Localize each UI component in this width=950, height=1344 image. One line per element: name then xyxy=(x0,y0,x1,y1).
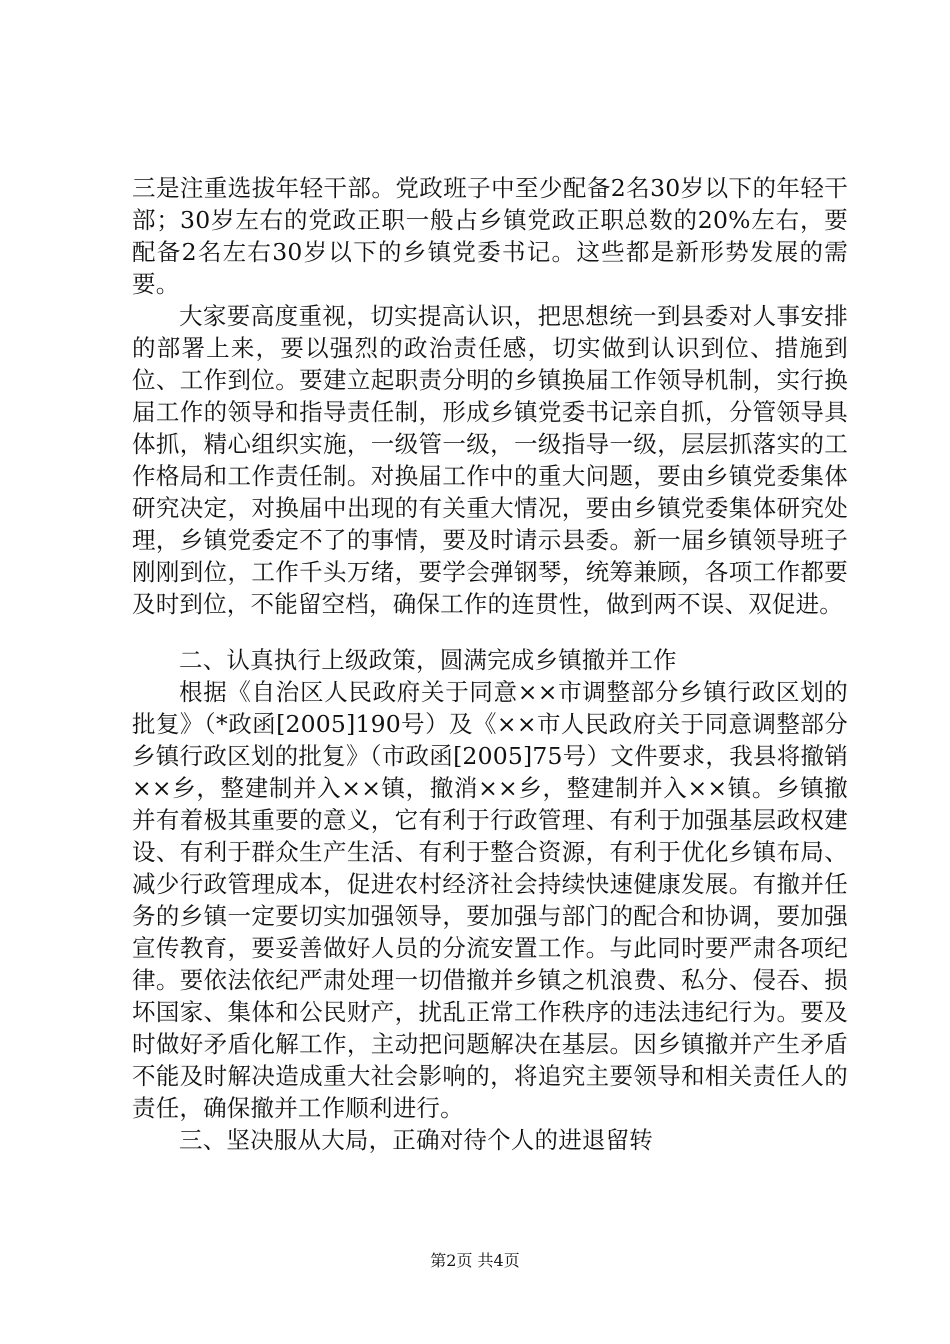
section-heading-2: 二、认真执行上级政策，圆满完成乡镇撤并工作 xyxy=(179,646,677,674)
page-footer: 第2页 共4页 xyxy=(430,1251,520,1270)
paragraph-attention: 大家要高度重视，切实提高认识，把思想统一到县委对人事安排的部署上来，要以强烈的政治责任感，切实做到认识到位、措施到位、工作到位。要建立起职责分明的乡镇换届工作领导机制，实行换届工作的领导和指导责任制，形成乡镇党委书记亲自抓，分管领导具体抓，精心组织实施，一级管一级，一级指导一级，层层抓落实的工作格局和工作责任制。对换届工作中的重大问题，要由乡镇党委集体研究决定，对换届中出现的有关重大情况，要由乡镇党委集体研究处理，乡镇党委定不了的事情，要及时请示县委。新一届乡镇领导班子刚刚到位，工作千头万绪，要学会弹钢琴，统筹兼顾，各项工作都要及时到位，不能留空档，确保工作的连贯性，做到两不误、双促进。 xyxy=(132,302,848,618)
document-body xyxy=(132,172,848,1156)
paragraph-merger: 根据《自治区人民政府关于同意××市调整部分乡镇行政区划的批复》（*政函[2005]190号）及《××市人民政府关于同意调整部分乡镇行政区划的批复》（市政函[2005]75号）文件要求，我县将撤销××乡，整建制并入××镇，撤消××乡，整建制并入××镇。乡镇撤并有着极其重要的意义，它有利于行政管理、有利于加强基层政权建设、有利于群众生产生活、有利于整合资源，有利于优化乡镇布局、减少行政管理成本，促进农村经济社会持续快速健康发展。有撤并任务的乡镇一定要切实加强领导，要加强与部门的配合和协调，要加强宣传教育，要妥善做好人员的分流安置工作。与此同时要严肃各项纪律。要依法依纪严肃处理一切借撤并乡镇之机浪费、私分、侵吞、损坏国家、集体和公民财产，扰乱正常工作秩序的违法违纪行为。要及时做好矛盾化解工作，主动把问题解决在基层。因乡镇撤并产生矛盾不能及时解决造成重大社会影响的，将追究主要领导和相关责任人的责任，确保撤并工作顺利进行。 xyxy=(132,678,848,1122)
section-heading-3: 三、坚决服从大局，正确对待个人的进退留转 xyxy=(179,1126,653,1154)
paragraph-young-cadres: 三是注重选拔年轻干部。党政班子中至少配备2名30岁以下的年轻干部；30岁左右的党政正职一般占乡镇党政正职总数的20%左右，要配备2名左右30岁以下的乡镇党委书记。这些都是新形势发展的需要。 xyxy=(132,174,848,298)
